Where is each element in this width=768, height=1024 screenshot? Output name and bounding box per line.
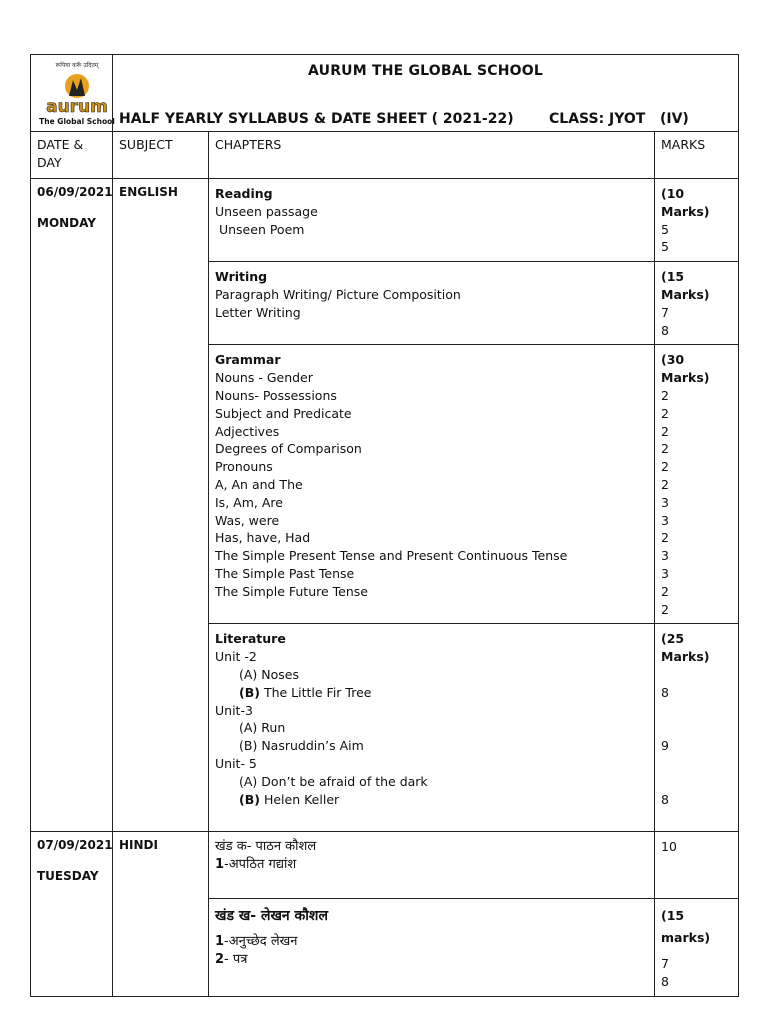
section-heading: खंड क- पाठन कौशल: [215, 839, 317, 855]
chapter-item: [215, 719, 648, 737]
chapters-cell: [209, 345, 655, 624]
section-marks: (30 Marks): [661, 352, 710, 386]
chapter-item: [215, 648, 648, 666]
chapter-item-marks: 5: [661, 221, 669, 237]
chapter-item-marks: 3: [661, 565, 669, 581]
chapter-item-marks: 5: [661, 239, 669, 255]
chapter-item-marks: 2: [661, 530, 669, 546]
chapter-item-text: -अपठित गद्यांश: [224, 857, 297, 873]
chapter-item-prefix: (A): [239, 666, 258, 682]
chapter-item: [215, 494, 648, 512]
col-chapters-header: CHAPTERS: [209, 132, 655, 179]
chapter-item-marks: 2: [661, 405, 669, 421]
section-marks: 10: [661, 839, 677, 855]
chapter-item-text: The Simple Past Tense: [215, 565, 355, 581]
chapters-cell: [209, 832, 655, 899]
exam-subject: ENGLISH: [113, 179, 209, 832]
chapter-item-prefix: (B): [239, 738, 258, 754]
section-heading: Writing: [215, 269, 268, 285]
chapter-item: [215, 476, 648, 494]
title-cell: [113, 55, 739, 132]
chapter-item-marks: [661, 856, 732, 874]
section-marks: (15 marks): [661, 908, 711, 946]
school-logo-icon: [31, 56, 123, 130]
chapter-item-prefix: (B): [239, 684, 260, 700]
marks-cell: [655, 345, 739, 624]
chapter-item: [215, 565, 648, 583]
section-heading: Reading: [215, 186, 273, 201]
chapter-item: [215, 387, 648, 405]
exam-section-row: [31, 832, 739, 899]
chapter-item: [215, 512, 648, 530]
exam-day: MONDAY: [37, 216, 96, 230]
chapter-item: [215, 755, 648, 773]
section-marks: (10 Marks): [661, 186, 710, 219]
chapter-item-text: Unseen passage: [215, 203, 318, 219]
chapter-item-text: Unseen Poem: [215, 221, 305, 237]
syllabus-table: [30, 54, 739, 997]
chapter-item-text: Unit-3: [215, 702, 253, 718]
chapter-item-text: Helen Keller: [263, 791, 340, 807]
exam-date: 07/09/2021: [37, 838, 113, 853]
chapter-item: [215, 666, 648, 684]
section-heading: खंड ख- लेखन कौशल: [215, 908, 328, 925]
chapter-item-text: Paragraph Writing/ Picture Composition: [215, 286, 461, 302]
section-marks: (15 Marks): [661, 269, 710, 302]
logo-arc-text: रूपिया करूँ उदितम्: [55, 62, 99, 69]
chapter-item-marks: 8: [661, 322, 669, 338]
class-label: CLASS: JYOT (IV): [549, 111, 689, 127]
chapter-item-text: The Little Fir Tree: [263, 684, 372, 700]
chapter-item-marks: [661, 702, 732, 720]
chapter-item: [215, 791, 648, 809]
chapter-item-marks: 3: [661, 548, 669, 564]
chapter-item: [215, 369, 648, 387]
chapter-item-text: Subject and Predicate: [215, 405, 352, 421]
chapter-item-text: Unit -2: [215, 649, 257, 665]
chapter-item: [215, 547, 648, 565]
chapter-item: [215, 951, 648, 969]
chapter-item-marks: [661, 808, 732, 826]
chapter-item: [215, 583, 648, 601]
chapter-item-text: -अनुच्छेद लेखन: [224, 934, 298, 950]
chapter-item: [215, 440, 648, 458]
chapter-item-text: - पत्र: [224, 952, 248, 968]
chapter-item-prefix: 1: [215, 934, 225, 950]
chapter-item: [215, 405, 648, 423]
chapter-item-marks: 9: [661, 738, 669, 754]
chapters-cell: [209, 262, 655, 345]
logo-tagline: The Global School: [39, 117, 115, 126]
section-heading: Literature: [215, 631, 286, 647]
chapter-item-text: Was, were: [215, 512, 280, 528]
chapter-item: [215, 286, 648, 304]
chapter-item: [215, 221, 648, 239]
chapter-item-marks: [661, 666, 732, 684]
chapter-item-marks: [661, 719, 732, 737]
chapter-item: [215, 203, 648, 221]
exam-subject: HINDI: [113, 832, 209, 997]
chapter-item-marks: 2: [661, 441, 669, 457]
chapters-cell: [209, 899, 655, 997]
chapter-item-prefix: (B): [239, 791, 260, 807]
chapter-item-marks: 8: [661, 684, 669, 700]
chapter-item: [215, 933, 648, 951]
chapter-item-marks: 2: [661, 476, 669, 492]
exam-section-row: [31, 179, 739, 262]
chapter-item-text: Degrees of Comparison: [215, 441, 362, 457]
chapter-item: [215, 304, 648, 322]
chapter-item-text: A, An and The: [215, 476, 303, 492]
chapter-item-marks: 2: [661, 387, 669, 403]
chapters-cell: [209, 179, 655, 262]
chapter-item-marks: [661, 755, 732, 773]
marks-cell: [655, 624, 739, 832]
chapter-item-text: Letter Writing: [215, 304, 301, 320]
chapter-item-marks: 3: [661, 494, 669, 510]
marks-cell: [655, 832, 739, 899]
chapter-item-marks: 8: [661, 791, 669, 807]
chapter-item: [215, 856, 648, 874]
logo-cell: [31, 55, 113, 132]
chapter-item-text: Noses: [261, 666, 300, 682]
chapter-item-text: Pronouns: [215, 459, 273, 475]
col-subject-header: SUBJECT: [113, 132, 209, 179]
chapter-item-marks: 2: [661, 423, 669, 439]
chapter-item-text: Has, have, Had: [215, 530, 311, 546]
chapters-cell: [209, 624, 655, 832]
header-row: [31, 55, 739, 132]
chapter-item-marks: 7: [661, 956, 669, 972]
chapter-item-text: The Simple Present Tense and Present Continuous Tense: [215, 548, 568, 564]
chapter-item-marks: 2: [661, 601, 669, 617]
chapter-item-text: Don’t be afraid of the dark: [261, 773, 428, 789]
chapter-item: [215, 737, 648, 755]
section-heading: Grammar: [215, 352, 281, 368]
exam-date-cell: [31, 832, 113, 997]
chapter-item-marks: 2: [661, 583, 669, 599]
chapter-item: [215, 684, 648, 702]
section-marks: (25 Marks): [661, 631, 710, 665]
column-header-row: [31, 132, 739, 179]
chapter-item-text: Run: [261, 720, 286, 736]
logo-word: aurum: [46, 97, 108, 117]
chapter-item-text: Nouns- Possessions: [215, 387, 337, 403]
chapter-item-marks: 3: [661, 512, 669, 528]
chapter-item-prefix: 2: [215, 952, 225, 968]
marks-cell: [655, 262, 739, 345]
exam-day: TUESDAY: [37, 869, 99, 884]
chapter-item: [215, 529, 648, 547]
chapter-item-marks: 7: [661, 304, 669, 320]
chapter-item-marks: [661, 773, 732, 791]
date-sheet: [30, 54, 738, 997]
marks-cell: [655, 899, 739, 997]
school-name: AURUM THE GLOBAL SCHOOL: [308, 63, 543, 79]
chapter-item: [215, 773, 648, 791]
marks-cell: [655, 179, 739, 262]
chapter-item-marks: 8: [661, 974, 669, 990]
chapter-item-marks: 2: [661, 459, 669, 475]
chapter-item-prefix: (A): [239, 720, 258, 736]
col-date-header: DATE & DAY: [31, 132, 113, 179]
exam-date: 06/09/2021: [37, 185, 113, 199]
sheet-title: HALF YEARLY SYLLABUS & DATE SHEET ( 2021-22): [119, 111, 514, 127]
col-marks-header: MARKS: [655, 132, 739, 179]
chapter-item-text: Adjectives: [215, 423, 280, 439]
chapter-item-text: The Simple Future Tense: [215, 583, 368, 599]
chapter-item-text: Nouns - Gender: [215, 370, 313, 386]
chapter-item-prefix: (A): [239, 773, 258, 789]
chapter-item: [215, 702, 648, 720]
chapter-item-prefix: 1: [215, 857, 225, 873]
chapter-item: [215, 423, 648, 441]
chapter-item-text: Unit- 5: [215, 755, 257, 771]
chapter-item-text: Nasruddin’s Aim: [261, 738, 364, 754]
chapter-item-text: Is, Am, Are: [215, 494, 283, 510]
exam-date-cell: [31, 179, 113, 832]
chapter-item: [215, 458, 648, 476]
